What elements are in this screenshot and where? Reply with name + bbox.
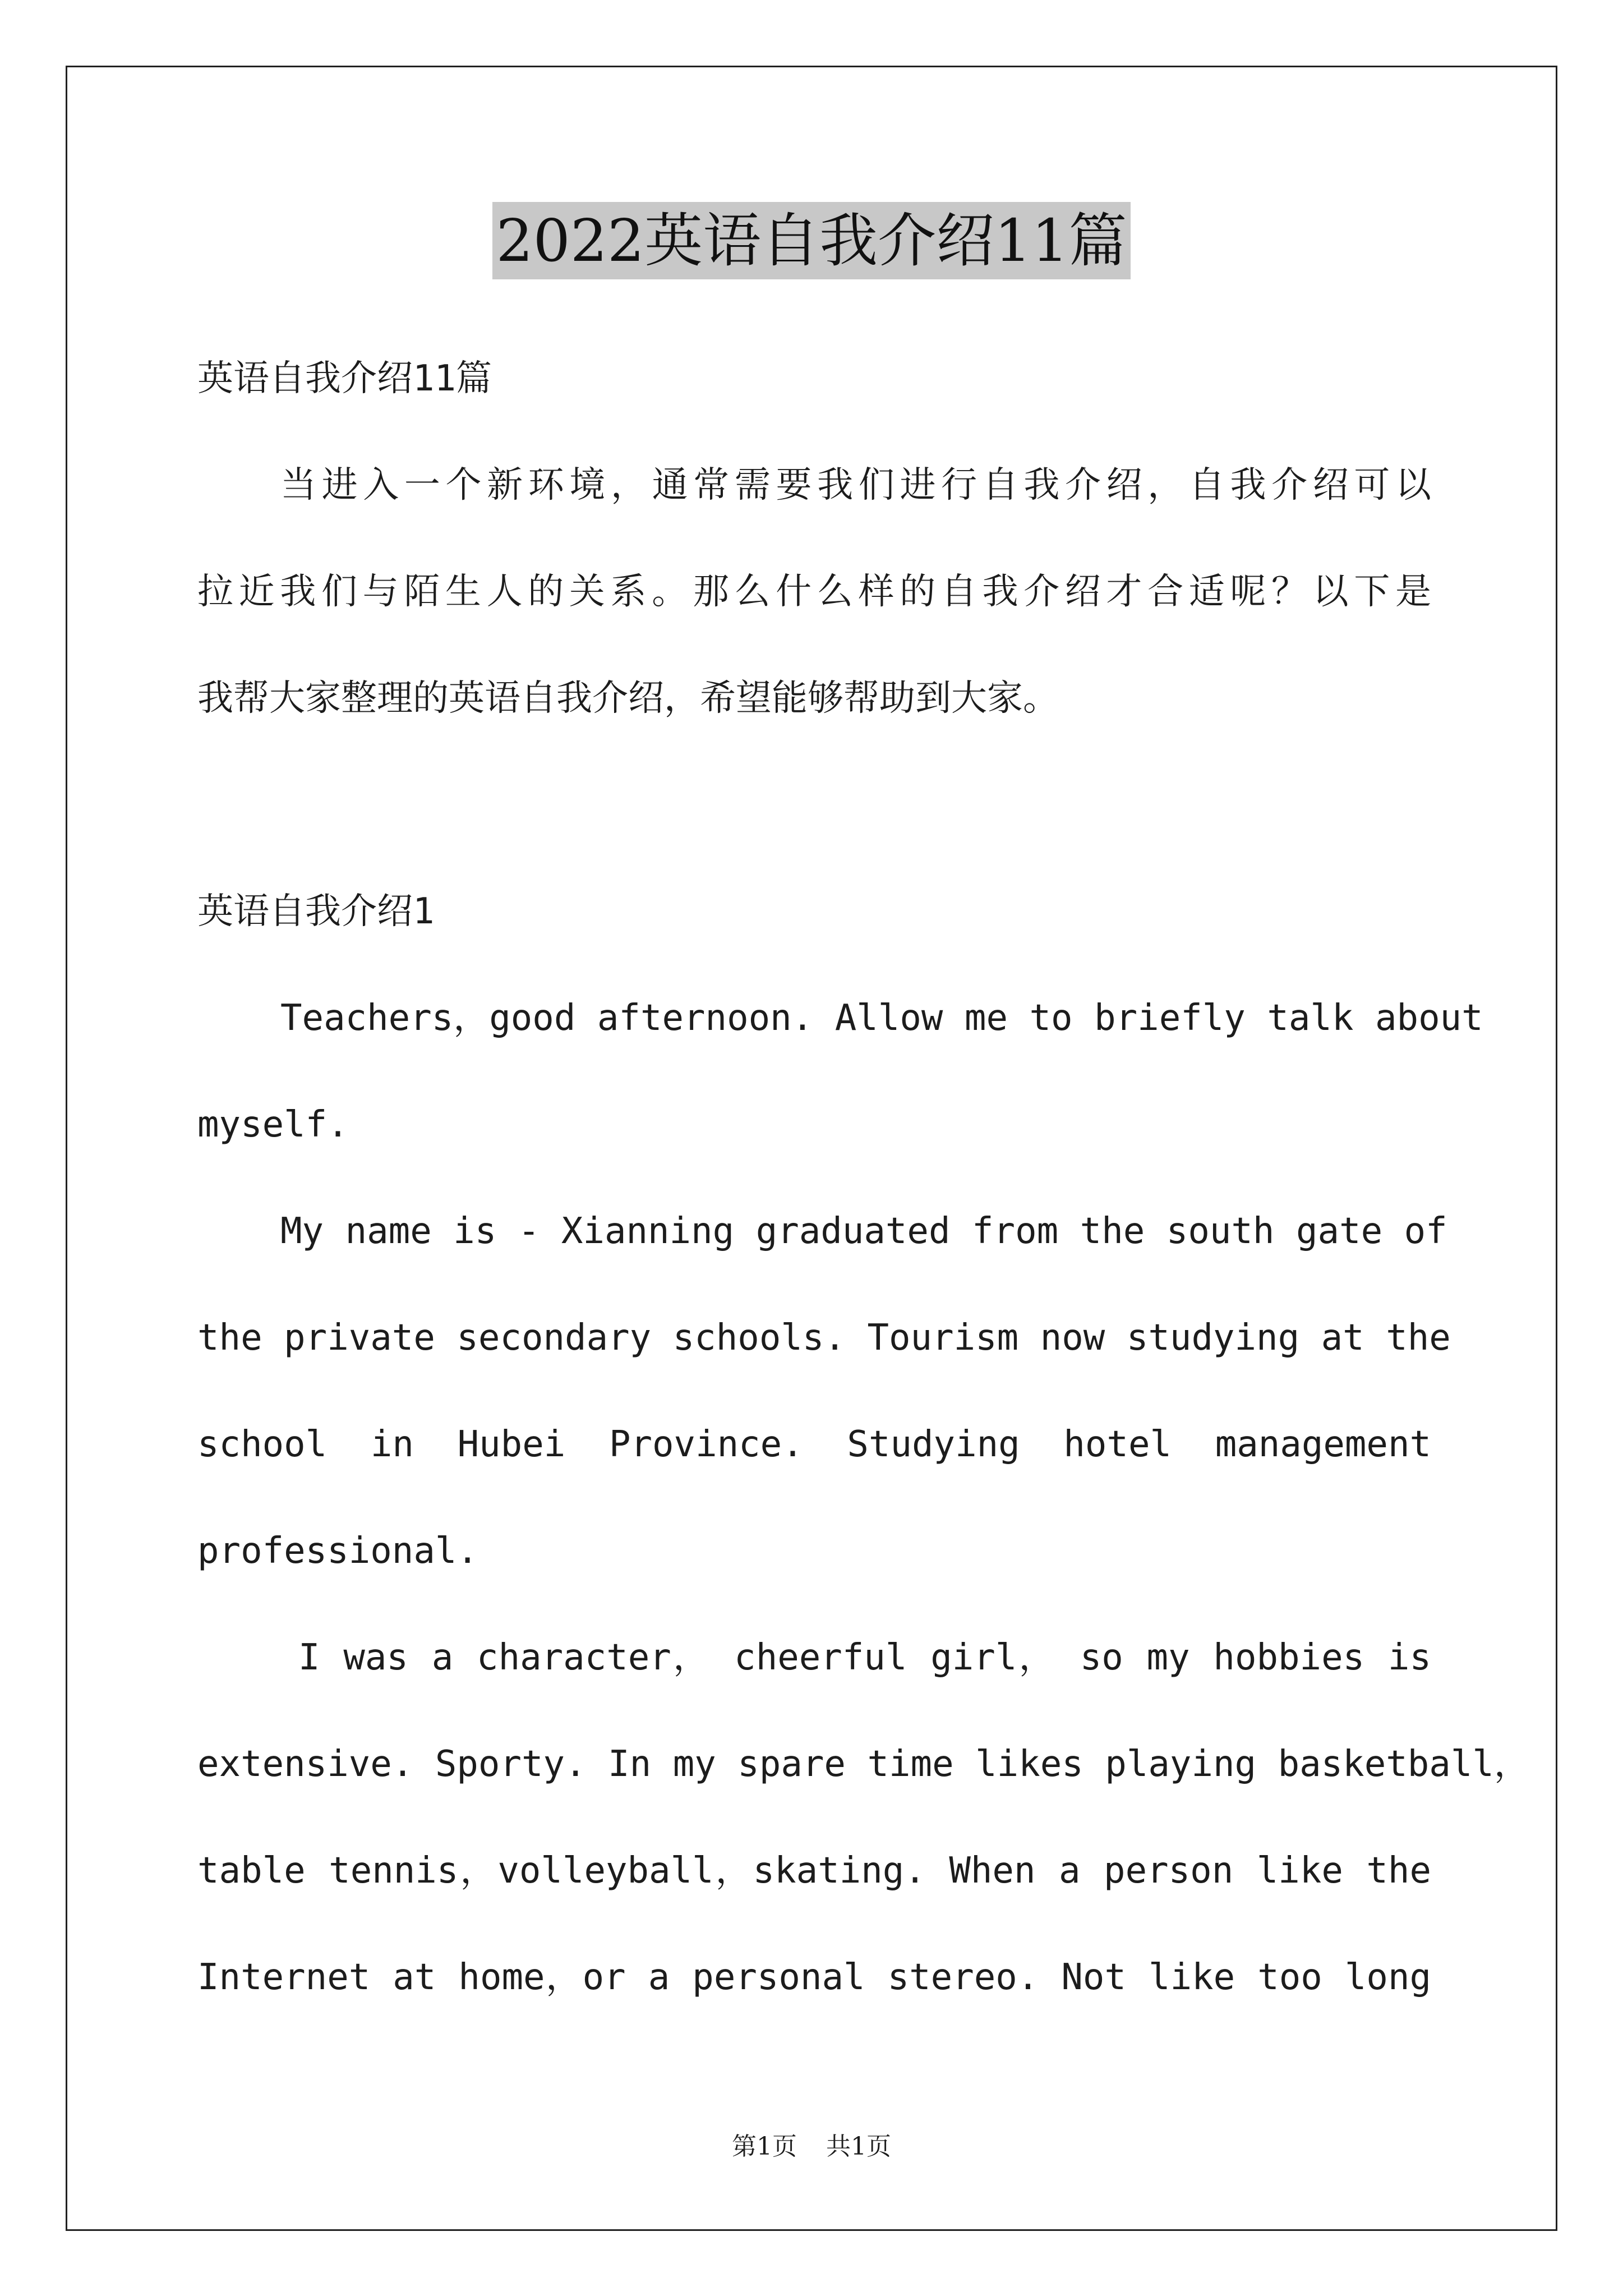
document-title: 2022英语自我介绍11篇 (492, 202, 1130, 279)
paragraph-line: table tennis，volleyball，skating. When a person like the (197, 1850, 1431, 1892)
paragraph-line: the private secondary schools. Tourism now studying at the (197, 1317, 1451, 1359)
page-total: 共1页 (826, 2132, 891, 2161)
intro-line: 我帮大家整理的英语自我介绍，希望能够帮助到大家。 (197, 678, 1059, 719)
paragraph-line: extensive. Sporty. In my spare time likes playing basketball， (197, 1743, 1530, 1785)
page-number: 第1页 (732, 2132, 797, 2161)
intro-line: 拉近我们与陌生人的关系。那么什么样的自我介绍才合适呢？以下是 (197, 571, 1431, 613)
paragraph-line: I was a character， cheerful girl， so my hobbies is (298, 1637, 1431, 1678)
section-heading: 英语自我介绍1 (197, 891, 435, 932)
paragraph-line: My name is - Xianning graduated from the south gate of (280, 1211, 1447, 1252)
paragraph-line: Internet at home，or a personal stereo. Not like too long (197, 1957, 1431, 1998)
page-footer (0, 2126, 1623, 2162)
paragraph-line: school in Hubei Province. Studying hotel management (197, 1424, 1431, 1465)
document-subtitle: 英语自我介绍11篇 (197, 358, 492, 399)
title-container (0, 202, 1623, 279)
paragraph-line: myself. (197, 1104, 349, 1145)
paragraph-line: Teachers，good afternoon. Allow me to briefly talk about (280, 997, 1483, 1039)
paragraph-line: professional. (197, 1530, 478, 1572)
intro-line: 当进入一个新环境，通常需要我们进行自我介绍，自我介绍可以 (280, 464, 1431, 506)
